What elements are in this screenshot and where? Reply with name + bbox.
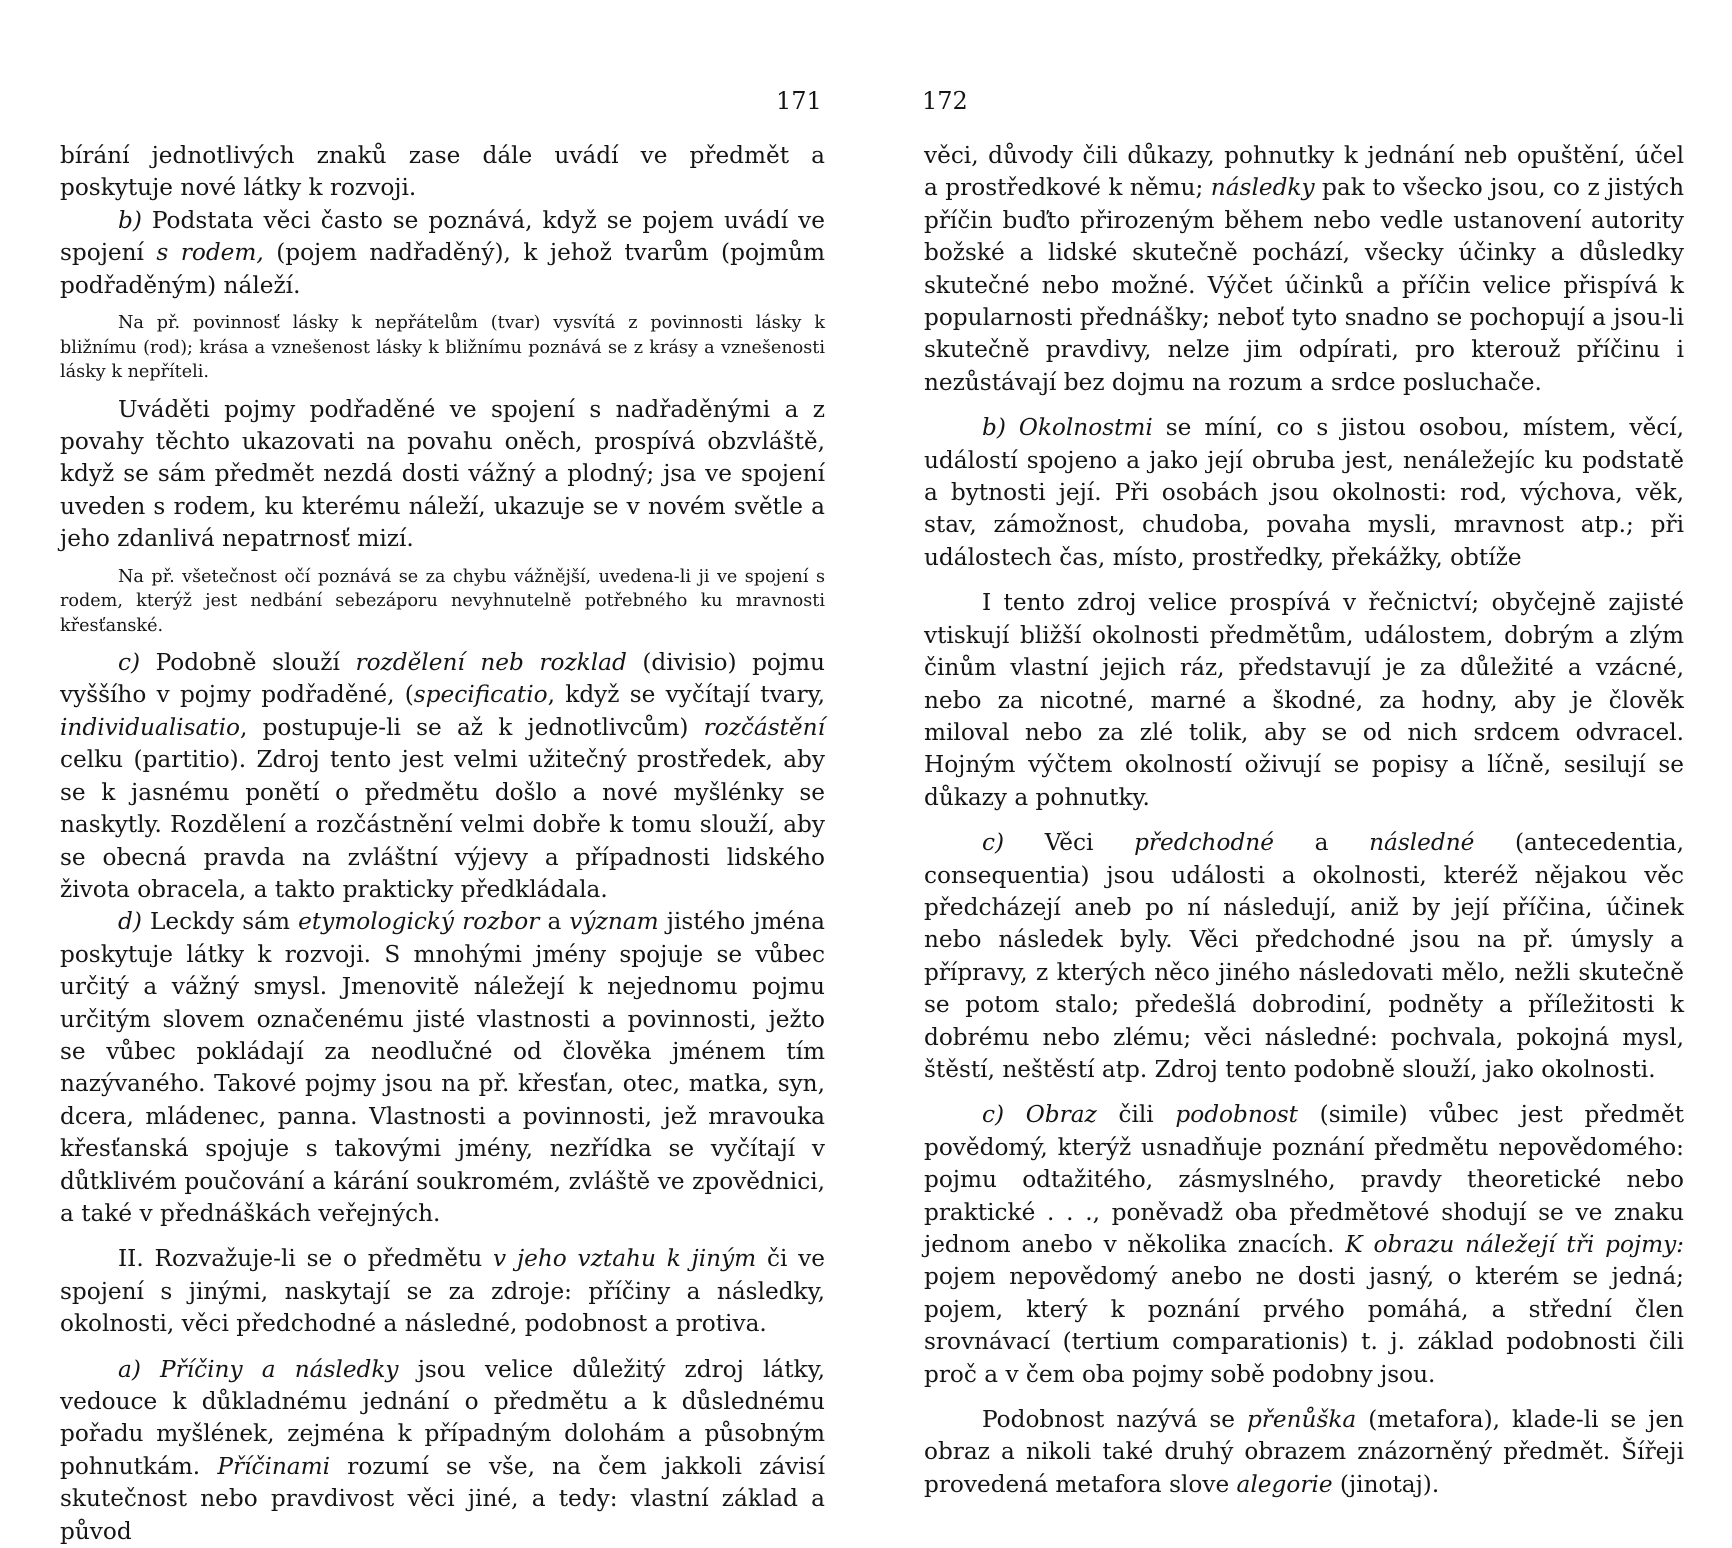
paragraph: bírání jednotlivých znaků zase dále uvádí ve předmět a poskytuje nové látky k rozvoji. bbox=[60, 142, 833, 202]
paragraph-b-podstata: b) Podstata věci často se poznává, když se pojem uvádí ve spojení s rodem, (pojem nadřaděný), k jehož tvarům (pojmům podřaděným) náleží. bbox=[60, 206, 833, 299]
paragraph-b-okolnosti: b) Okolnostmi se míní, co s jistou osobou, místem, věcí, událostí spojeno a jako její obruba jest, nenáležejíc ku podstatě a bytnosti její. Při osobách jsou okolnosti: rod, výchova, věk, stav, zámožnost, chudoba, povaha mysli, mravnost atp.; při událostech čas, místo, prostředky, překážky, obtíže bbox=[924, 414, 1692, 571]
paragraph-a-priciny: a) Příčiny a následky jsou velice důležitý zdroj látky, vedouce k důkladnému jednání o předmětu a k důslednému pořadu myšlének, zejména k případným dolohám a působným pohnutkám. Příčinami rozumí se vše, na čem jakkoli závisí skutečnost nebo pravdivost věci jiné, a tedy: vlastní základ a původ bbox=[60, 1355, 833, 1545]
right-page bbox=[866, 0, 1732, 1500]
page-body bbox=[60, 140, 833, 1548]
page-number: 172 bbox=[922, 87, 968, 115]
paragraph-prenuska: Podobnost nazývá se přenůška (metafora), klade-li se jen obraz a nikoli také druhý obrazem znázorněný předmět. Šířeji provedená metafora slove alegorie (jinotaj). bbox=[924, 1406, 1692, 1498]
page-number: 171 bbox=[776, 87, 822, 115]
example-note: Na př. všetečnost očí poznává se za chybu vážnější, uvedena-li ji ve spojení s rodem, kterýž jest nedbání sebezáporu nevyhnutelně potřebného ku mravnosti křesťanské. bbox=[60, 566, 831, 636]
paragraph-c-obraz: c) Obraz čili podobnost (simile) vůbec jest předmět povědomý, kterýž usnadňuje poznání předmětu nepovědomého: pojmu odtažitého, zásmyslného, pravdy theoretické nebo praktické . . ., poněvadž oba předmětové shodují se ve znaku jednom anebo v několika znacích. K obrazu náležejí tři pojmy: pojem nepovědomý anebo ne dosti jasný, o kterém se jedná; pojem, který k poznání prvého pomáhá, a střední člen srovnávací (tertium comparationis) t. j. základ podobnosti čili proč a v čem oba pojmy sobě podobny jsou. bbox=[924, 1101, 1692, 1388]
page-body bbox=[924, 140, 1692, 1501]
left-page bbox=[0, 0, 866, 1545]
paragraph: věci, důvody čili důkazy, pohnutky k jednání neb opuštění, účel a prostředkové k němu; následky pak to všecko jsou, co z jistých příčin buďto přirozeným během nebo vedle ustanovení autority božské a lidské skutečně pochází, všecky účinky a důsledky skutečné nebo možné. Výčet účinků a příčin velice přispívá k popularnosti přednášky; neboť tyto snadno se pochopují a jsou-li skutečně pravdivy, nelze jim odpírati, pro kterouž příčinu i nezůstávají bez dojmu na rozum a srdce posluchače. bbox=[924, 142, 1692, 396]
paragraph: I tento zdroj velice prospívá v řečnictví; obyčejně zajisté vtiskují bližší okolnosti předmětům, událostem, dobrým a zlým činům vlastní jejich ráz, představují je za důležité a vzácné, nebo za nicotné, marné a škodné, za hodny, aby je člověk miloval nebo za zlé tolik, aby se od nich srdcem odvracel. Hojným výčtem okolností oživují se popisy a líčně, sesilují se důkazy a pohnutky. bbox=[924, 589, 1692, 811]
paragraph-d-etymologicky: d) Leckdy sám etymologický rozbor a význam jistého jména poskytuje látky k rozvoji. S mnohými jmény spojuje se vůbec určitý a vážný smysl. Jmenovitě náležejí k nejednomu pojmu určitým slovem označenému jisté vlastnosti a povinnosti, ježto se vůbec pokládají za neodlučné od člověka jménem tím nazývaného. Takové pojmy jsou na př. křesťan, otec, matka, syn, dcera, mládenec, panna. Vlastnosti a povinnosti, jež mravouka křesťanská spojuje s takovými jmény, nezřídka se vyčítají v důtklivém poučování a kárání soukromém, zvláště ve zpovědnici, a také v přednáškách veřejných. bbox=[60, 908, 833, 1227]
example-note: Na př. povinnosť lásky k nepřátelům (tvar) vysvítá z povinnosti lásky k bližnímu (rod); krása a vznešenost lásky k bližnímu poznává se z krásy a vznešenosti lásky k nepříteli. bbox=[60, 313, 831, 383]
paragraph-c-predchodne: c) Věci předchodné a následné (antecedentia, consequentia) jsou události a okolnosti, kteréž nějakou věc předcházejí aneb po ní následují, aniž by její příčina, účinek nebo následek byly. Věci předchodné jsou na př. úmysly a přípravy, z kterých něco jiného následovati mělo, nežli skutečně se potom stalo; předešlá dobrodiní, podněty a příležitosti k dobrému nebo zlému; věci následné: pochvala, pokojná mysl, štěstí, neštěstí atp. Zdroj tento podobně slouží, jako okolnosti. bbox=[924, 829, 1692, 1083]
paragraph: Uváděti pojmy podřaděné ve spojení s nadřaděnými a z povahy těchto ukazovati na povahu oněch, prospívá obzvláště, když se sám předmět nezdá dosti vážný a plodný; jsa ve spojení uveden s rodem, ku kterému náleží, ukazuje se v novém světle a jeho zdanlivá nepatrnosť mizí. bbox=[60, 395, 833, 553]
paragraph-c-rozdeleni: c) Podobně slouží rozdělení neb rozklad (divisio) pojmu vyššího v pojmy podřaděné, (specificatio, když se vyčítají tvary, individualisatio, postupuje-li se až k jednotlivcům) rozčástění celku (partitio). Zdroj tento jest velmi užitečný prostředek, aby se k jasnému ponětí o předmětu došlo a nové myšlénky se naskytly. Rozdělení a rozčástnění velmi dobře k tomu slouží, aby se obecná pravda na zvláštní výjevy a případnosti lidského života obracela, a takto prakticky předkládala. bbox=[60, 649, 833, 903]
paragraph-ii: II. Rozvažuje-li se o předmětu v jeho vztahu k jiným či ve spojení s jinými, naskytají se za zdroje: příčiny a následky, okolnosti, věci předchodné a následné, podobnost a protiva. bbox=[60, 1245, 833, 1338]
